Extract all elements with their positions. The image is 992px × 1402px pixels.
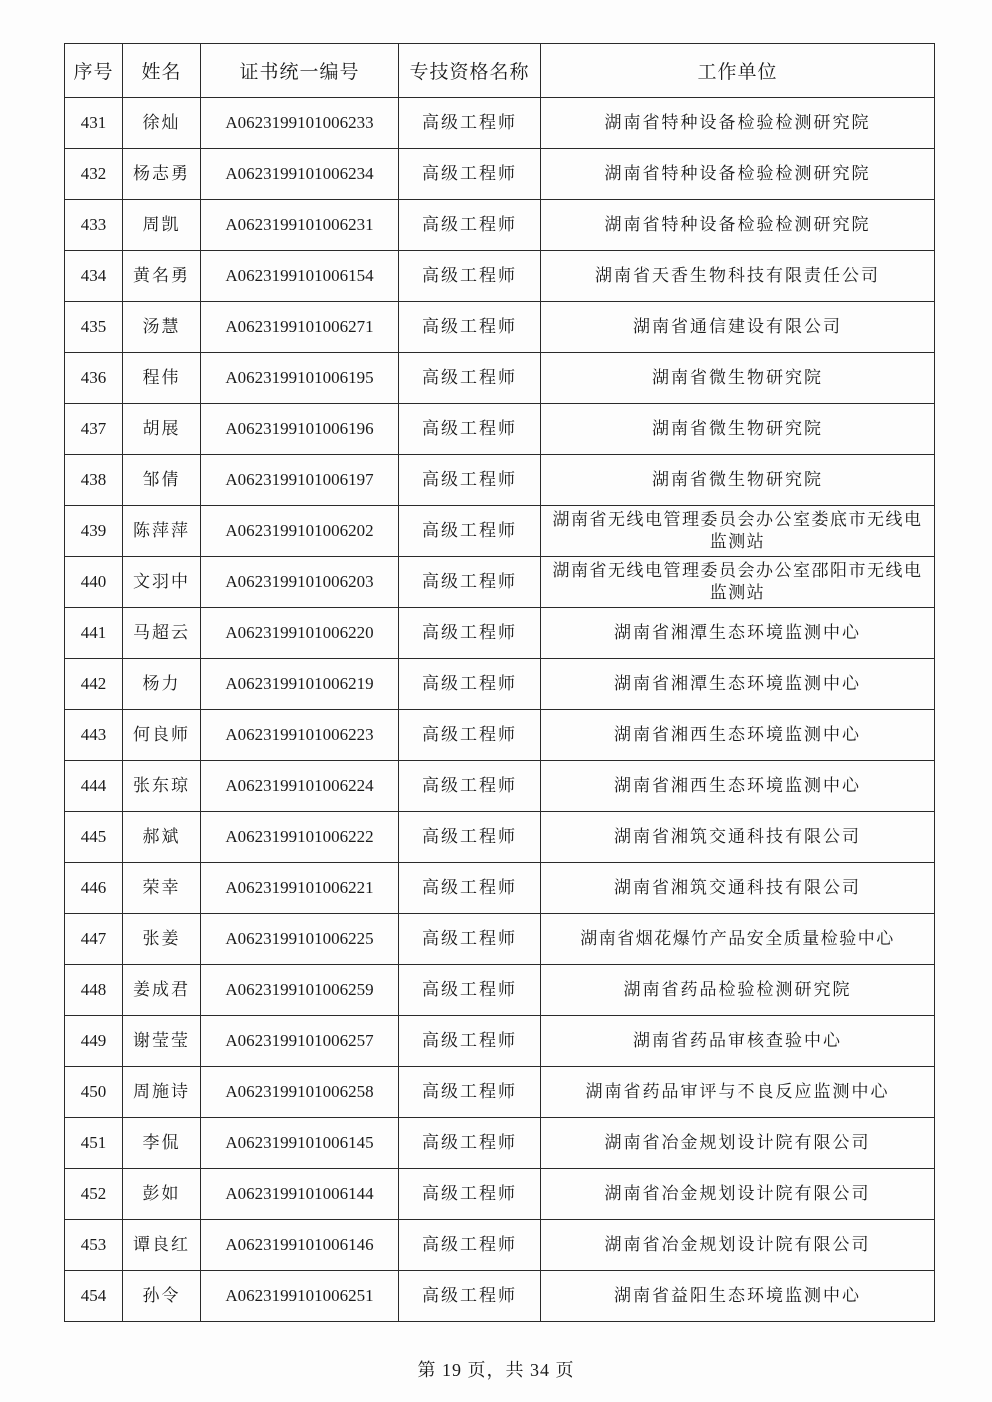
cell-cert: A0623199101006202 xyxy=(201,506,399,557)
cell-unit: 湖南省益阳生态环境监测中心 xyxy=(541,1271,935,1322)
cell-cert: A0623199101006257 xyxy=(201,1016,399,1067)
cell-qual: 高级工程师 xyxy=(399,98,541,149)
cell-qual: 高级工程师 xyxy=(399,710,541,761)
cell-unit: 湖南省微生物研究院 xyxy=(541,455,935,506)
cell-cert: A0623199101006221 xyxy=(201,863,399,914)
cell-unit: 湖南省天香生物科技有限责任公司 xyxy=(541,251,935,302)
cell-no: 432 xyxy=(65,149,123,200)
cell-name: 马超云 xyxy=(123,608,201,659)
header-qual: 专技资格名称 xyxy=(399,44,541,98)
cell-cert: A0623199101006220 xyxy=(201,608,399,659)
table-row xyxy=(65,1016,935,1067)
cell-name: 徐灿 xyxy=(123,98,201,149)
table-row xyxy=(65,965,935,1016)
table-row xyxy=(65,710,935,761)
cell-name: 姜成君 xyxy=(123,965,201,1016)
cell-cert: A0623199101006195 xyxy=(201,353,399,404)
cell-cert: A0623199101006233 xyxy=(201,98,399,149)
cell-unit: 湖南省无线电管理委员会办公室娄底市无线电监测站 xyxy=(541,506,935,557)
cell-qual: 高级工程师 xyxy=(399,149,541,200)
cell-name: 谢莹莹 xyxy=(123,1016,201,1067)
cell-qual: 高级工程师 xyxy=(399,353,541,404)
cell-cert: A0623199101006154 xyxy=(201,251,399,302)
cell-name: 杨力 xyxy=(123,659,201,710)
table-row xyxy=(65,506,935,557)
table-row xyxy=(65,1169,935,1220)
cell-unit: 湖南省通信建设有限公司 xyxy=(541,302,935,353)
cell-no: 437 xyxy=(65,404,123,455)
cell-cert: A0623199101006234 xyxy=(201,149,399,200)
cell-no: 446 xyxy=(65,863,123,914)
cell-no: 453 xyxy=(65,1220,123,1271)
cell-no: 434 xyxy=(65,251,123,302)
cell-qual: 高级工程师 xyxy=(399,1271,541,1322)
cell-name: 彭如 xyxy=(123,1169,201,1220)
cell-unit: 湖南省微生物研究院 xyxy=(541,353,935,404)
roster-table xyxy=(64,43,935,1322)
cell-qual: 高级工程师 xyxy=(399,302,541,353)
table-row xyxy=(65,812,935,863)
cell-name: 文羽中 xyxy=(123,557,201,608)
cell-cert: A0623199101006146 xyxy=(201,1220,399,1271)
cell-qual: 高级工程师 xyxy=(399,557,541,608)
table-row xyxy=(65,1271,935,1322)
cell-no: 445 xyxy=(65,812,123,863)
cell-unit: 湖南省药品审核查验中心 xyxy=(541,1016,935,1067)
cell-name: 张姜 xyxy=(123,914,201,965)
header-cert: 证书统一编号 xyxy=(201,44,399,98)
cell-cert: A0623199101006271 xyxy=(201,302,399,353)
cell-unit: 湖南省湘潭生态环境监测中心 xyxy=(541,659,935,710)
cell-no: 444 xyxy=(65,761,123,812)
table-row xyxy=(65,863,935,914)
cell-name: 陈萍萍 xyxy=(123,506,201,557)
cell-qual: 高级工程师 xyxy=(399,1169,541,1220)
cell-no: 447 xyxy=(65,914,123,965)
table-row xyxy=(65,149,935,200)
cell-no: 454 xyxy=(65,1271,123,1322)
cell-qual: 高级工程师 xyxy=(399,812,541,863)
cell-name: 黄名勇 xyxy=(123,251,201,302)
cell-unit: 湖南省药品审评与不良反应监测中心 xyxy=(541,1067,935,1118)
cell-cert: A0623199101006145 xyxy=(201,1118,399,1169)
table-row xyxy=(65,761,935,812)
cell-no: 433 xyxy=(65,200,123,251)
cell-no: 441 xyxy=(65,608,123,659)
cell-name: 杨志勇 xyxy=(123,149,201,200)
cell-no: 439 xyxy=(65,506,123,557)
cell-no: 448 xyxy=(65,965,123,1016)
cell-unit: 湖南省湘潭生态环境监测中心 xyxy=(541,608,935,659)
table-body xyxy=(65,98,935,1322)
cell-name: 郝斌 xyxy=(123,812,201,863)
cell-no: 431 xyxy=(65,98,123,149)
cell-unit: 湖南省无线电管理委员会办公室邵阳市无线电监测站 xyxy=(541,557,935,608)
table-row xyxy=(65,353,935,404)
cell-no: 440 xyxy=(65,557,123,608)
cell-unit: 湖南省冶金规划设计院有限公司 xyxy=(541,1169,935,1220)
cell-cert: A0623199101006224 xyxy=(201,761,399,812)
table-row xyxy=(65,251,935,302)
cell-qual: 高级工程师 xyxy=(399,1016,541,1067)
header-no: 序号 xyxy=(65,44,123,98)
cell-name: 胡展 xyxy=(123,404,201,455)
cell-qual: 高级工程师 xyxy=(399,659,541,710)
cell-qual: 高级工程师 xyxy=(399,1067,541,1118)
cell-qual: 高级工程师 xyxy=(399,608,541,659)
cell-qual: 高级工程师 xyxy=(399,863,541,914)
cell-qual: 高级工程师 xyxy=(399,506,541,557)
cell-cert: A0623199101006144 xyxy=(201,1169,399,1220)
cell-qual: 高级工程师 xyxy=(399,914,541,965)
header-name: 姓名 xyxy=(123,44,201,98)
cell-unit: 湖南省微生物研究院 xyxy=(541,404,935,455)
table-row xyxy=(65,914,935,965)
cell-qual: 高级工程师 xyxy=(399,200,541,251)
cell-name: 邹倩 xyxy=(123,455,201,506)
cell-no: 442 xyxy=(65,659,123,710)
table-row xyxy=(65,1220,935,1271)
header-unit: 工作单位 xyxy=(541,44,935,98)
cell-qual: 高级工程师 xyxy=(399,455,541,506)
table-row xyxy=(65,98,935,149)
table-row xyxy=(65,608,935,659)
cell-unit: 湖南省冶金规划设计院有限公司 xyxy=(541,1220,935,1271)
cell-unit: 湖南省烟花爆竹产品安全质量检验中心 xyxy=(541,914,935,965)
table-row xyxy=(65,1118,935,1169)
cell-name: 张东琼 xyxy=(123,761,201,812)
cell-no: 435 xyxy=(65,302,123,353)
table-row xyxy=(65,302,935,353)
cell-unit: 湖南省湘筑交通科技有限公司 xyxy=(541,863,935,914)
cell-unit: 湖南省冶金规划设计院有限公司 xyxy=(541,1118,935,1169)
cell-qual: 高级工程师 xyxy=(399,761,541,812)
cell-unit: 湖南省湘西生态环境监测中心 xyxy=(541,710,935,761)
cell-cert: A0623199101006196 xyxy=(201,404,399,455)
cell-cert: A0623199101006222 xyxy=(201,812,399,863)
cell-cert: A0623199101006197 xyxy=(201,455,399,506)
table-row xyxy=(65,404,935,455)
cell-name: 周施诗 xyxy=(123,1067,201,1118)
table-row xyxy=(65,455,935,506)
cell-name: 李侃 xyxy=(123,1118,201,1169)
cell-unit: 湖南省特种设备检验检测研究院 xyxy=(541,98,935,149)
cell-cert: A0623199101006225 xyxy=(201,914,399,965)
cell-no: 449 xyxy=(65,1016,123,1067)
cell-name: 程伟 xyxy=(123,353,201,404)
cell-unit: 湖南省特种设备检验检测研究院 xyxy=(541,200,935,251)
cell-name: 何良师 xyxy=(123,710,201,761)
cell-qual: 高级工程师 xyxy=(399,251,541,302)
table-row xyxy=(65,557,935,608)
cell-no: 450 xyxy=(65,1067,123,1118)
cell-no: 443 xyxy=(65,710,123,761)
cell-unit: 湖南省湘西生态环境监测中心 xyxy=(541,761,935,812)
cell-cert: A0623199101006251 xyxy=(201,1271,399,1322)
table-header-row xyxy=(65,44,935,98)
cell-no: 438 xyxy=(65,455,123,506)
cell-unit: 湖南省药品检验检测研究院 xyxy=(541,965,935,1016)
cell-qual: 高级工程师 xyxy=(399,404,541,455)
cell-name: 荣幸 xyxy=(123,863,201,914)
table-row xyxy=(65,659,935,710)
cell-name: 汤慧 xyxy=(123,302,201,353)
cell-no: 452 xyxy=(65,1169,123,1220)
cell-name: 孙令 xyxy=(123,1271,201,1322)
cell-qual: 高级工程师 xyxy=(399,1220,541,1271)
cell-unit: 湖南省特种设备检验检测研究院 xyxy=(541,149,935,200)
cell-name: 谭良红 xyxy=(123,1220,201,1271)
cell-no: 436 xyxy=(65,353,123,404)
cell-name: 周凯 xyxy=(123,200,201,251)
cell-cert: A0623199101006203 xyxy=(201,557,399,608)
cell-cert: A0623199101006258 xyxy=(201,1067,399,1118)
cell-qual: 高级工程师 xyxy=(399,1118,541,1169)
cell-qual: 高级工程师 xyxy=(399,965,541,1016)
table-row xyxy=(65,1067,935,1118)
cell-cert: A0623199101006219 xyxy=(201,659,399,710)
cell-cert: A0623199101006223 xyxy=(201,710,399,761)
table-row xyxy=(65,200,935,251)
cell-no: 451 xyxy=(65,1118,123,1169)
cell-unit: 湖南省湘筑交通科技有限公司 xyxy=(541,812,935,863)
page-footer: 第 19 页，共 34 页 xyxy=(417,1360,575,1380)
cell-cert: A0623199101006259 xyxy=(201,965,399,1016)
cell-cert: A0623199101006231 xyxy=(201,200,399,251)
